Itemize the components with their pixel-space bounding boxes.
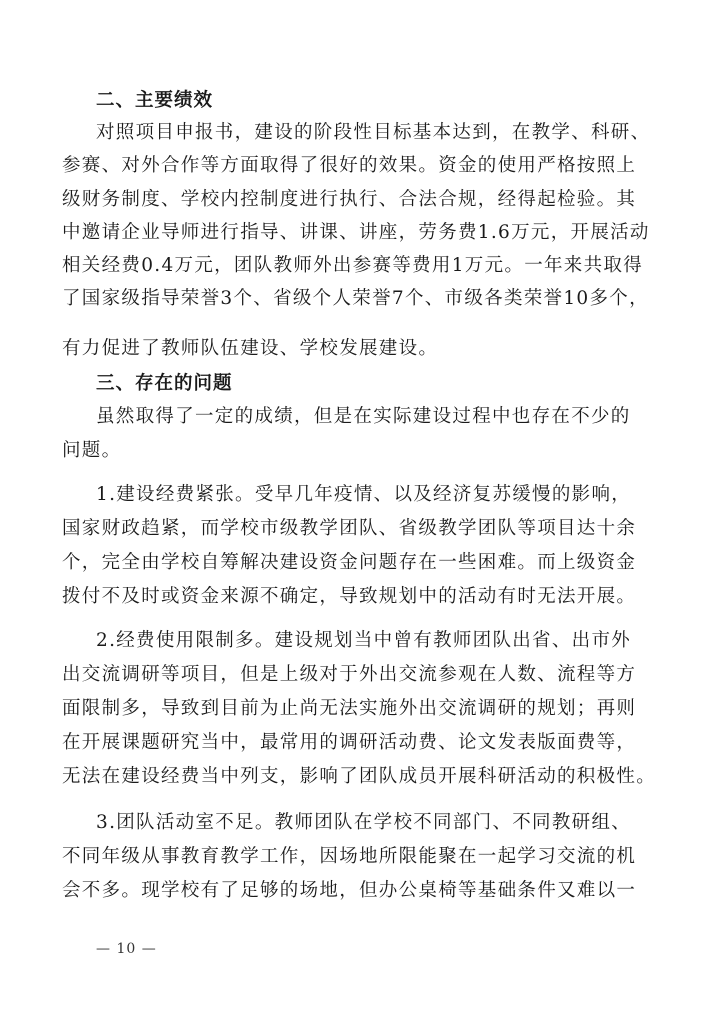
paragraph-line: 国家财政趋紧，而学校市级教学团队、省级教学团队等项目达十余	[62, 518, 637, 539]
paragraph-line: 级财务制度、学校内控制度进行执行、合法合规，经得起检验。其	[62, 189, 637, 210]
paragraph-line: 对照项目申报书，建设的阶段性目标基本达到，在教学、科研、	[96, 122, 651, 143]
paragraph-line: 了国家级指导荣誉3个、省级个人荣誉7个、市级各类荣誉10多个，	[62, 288, 649, 309]
paragraph-line: 不同年级从事教育教学工作，因场地所限能聚在一起学习交流的机	[62, 846, 637, 867]
section-heading-existing-problems: 三、存在的问题	[96, 373, 233, 394]
paragraph-line: 有力促进了教师队伍建设、学校发展建设。	[62, 338, 439, 359]
paragraph-line: 1.建设经费紧张。受早几年疫情、以及经济复苏缓慢的影响，	[96, 484, 632, 505]
paragraph-line: 相关经费0.4万元，团队教师外出参赛等费用1万元。一年来共取得	[62, 255, 643, 276]
paragraph-line: 虽然取得了一定的成绩，但是在实际建设过程中也存在不少的	[96, 406, 631, 427]
paragraph-line: 3.团队活动室不足。教师团队在学校不同部门、不同教研组、	[96, 812, 632, 833]
paragraph-line: 中邀请企业导师进行指导、讲课、讲座，劳务费1.6万元，开展活动	[62, 222, 650, 243]
paragraph-line: 面限制多，导致到目前为止尚无法实施外出交流调研的规划；再则	[62, 698, 637, 719]
paragraph-line: 无法在建设经费当中列支，影响了团队成员开展科研活动的积极性。	[62, 766, 657, 787]
paragraph-line: 个，完全由学校自筹解决建设资金问题存在一些困难。而上级资金	[62, 552, 637, 573]
paragraph-line: 出交流调研等项目，但是上级对于外出交流参观在人数、流程等方	[62, 664, 637, 685]
paragraph-line: 在开展课题研究当中，最常用的调研活动费、论文发表版面费等，	[62, 732, 637, 753]
paragraph-line: 问题。	[62, 440, 122, 461]
page-number: — 10 —	[96, 941, 157, 957]
paragraph-line: 参赛、对外合作等方面取得了很好的效果。资金的使用严格按照上	[62, 155, 637, 176]
paragraph-line: 拨付不及时或资金来源不确定，导致规划中的活动有时无法开展。	[62, 586, 637, 607]
paragraph-line: 2.经费使用限制多。建设规划当中曾有教师团队出省、出市外	[96, 630, 632, 651]
section-heading-main-performance: 二、主要绩效	[96, 90, 214, 111]
paragraph-line: 会不多。现学校有了足够的场地，但办公桌椅等基础条件又难以一	[62, 880, 637, 901]
